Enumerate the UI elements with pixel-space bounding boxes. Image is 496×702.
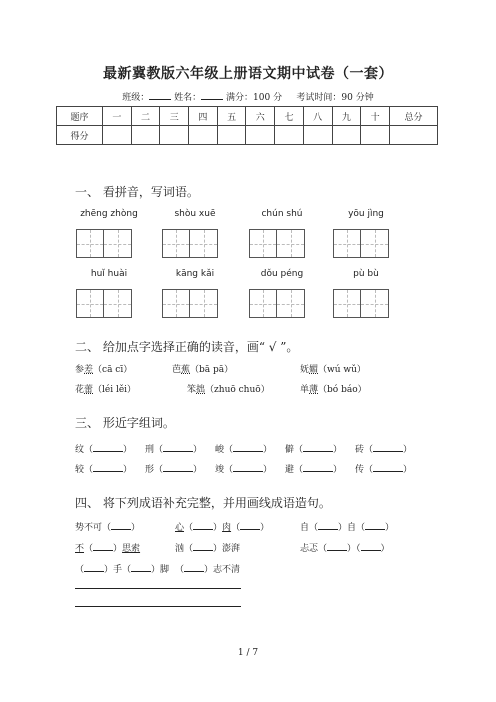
word-char: 竣: [215, 465, 225, 475]
reading-item: [300, 382, 367, 395]
dotted-char: 差: [84, 365, 94, 375]
idiom-text: 势不可（: [75, 523, 112, 533]
idiom-item: 自（ ）自（ ）: [300, 520, 394, 533]
item-char: 芭: [172, 365, 182, 375]
word-char: 传: [355, 465, 365, 475]
answer-blank[interactable]: [233, 442, 263, 452]
word-item: 僻（ ）: [285, 442, 342, 455]
score-header-cell: 九: [332, 107, 361, 126]
idiom-text: 自（: [300, 523, 319, 533]
answer-blank[interactable]: [303, 442, 333, 452]
reading-item: [172, 362, 233, 375]
dotted-char: 薄: [309, 385, 319, 395]
exam-info: [0, 90, 496, 103]
score-row-label: 得分: [57, 126, 103, 145]
answer-blank[interactable]: [163, 462, 193, 472]
score-header-cell: 十: [361, 107, 390, 126]
score-cell[interactable]: [160, 126, 189, 145]
item-char: 参: [75, 365, 85, 375]
writing-grid[interactable]: [162, 289, 218, 318]
reading-options[interactable]: （bó báo）: [318, 385, 367, 395]
section-1-heading: 一、 看拼音，写词语。: [75, 185, 199, 199]
sentence-answer-line[interactable]: [75, 588, 241, 589]
writing-grid[interactable]: [76, 229, 132, 258]
answer-blank[interactable]: [93, 541, 113, 551]
word-item: 传（ ）: [355, 462, 412, 475]
answer-blank[interactable]: [84, 562, 104, 572]
score-table-header-row: [57, 107, 438, 126]
writing-grid[interactable]: [333, 229, 389, 258]
pinyin-label: zhēng zhòng: [80, 209, 138, 219]
answer-blank[interactable]: [361, 541, 381, 551]
name-label: 姓名：: [174, 93, 202, 103]
idiom-text: ）自（: [338, 523, 366, 533]
dotted-char: 蕾: [84, 385, 94, 395]
score-cell[interactable]: [103, 126, 132, 145]
reading-options[interactable]: （wú wǔ）: [318, 365, 366, 375]
item-char: 妩: [300, 365, 310, 375]
word-char: 砖: [355, 445, 365, 455]
score-label: 满分：100 分: [226, 93, 283, 103]
score-cell[interactable]: [332, 126, 361, 145]
score-cell[interactable]: [303, 126, 332, 145]
idiom-item: （ ）手（ ）脚: [75, 562, 169, 575]
reading-item: [75, 362, 132, 375]
idiom-item: 不（ ）思索: [75, 541, 140, 554]
word-item: 纹（ ）: [75, 442, 132, 455]
score-cell[interactable]: [217, 126, 246, 145]
score-header-cell: 五: [217, 107, 246, 126]
score-header-cell: 八: [303, 107, 332, 126]
pinyin-label: huǐ huài: [90, 269, 128, 279]
item-char: 花: [75, 385, 85, 395]
section-3-heading: 三、 形近字组词。: [75, 416, 175, 430]
pinyin-label: kāng kǎi: [175, 269, 215, 279]
score-header-cell: 四: [189, 107, 218, 126]
answer-blank[interactable]: [193, 520, 213, 530]
score-cell[interactable]: [246, 126, 275, 145]
answer-blank[interactable]: [131, 562, 151, 572]
idiom-item: 心（ ）肉（ ）: [175, 520, 269, 533]
word-char: 僻: [285, 445, 295, 455]
word-item: 避（ ）: [285, 462, 342, 475]
idiom-text: 澎湃: [222, 544, 241, 554]
reading-item: [75, 382, 136, 395]
idiom-text: 汹（: [175, 544, 194, 554]
answer-blank[interactable]: [93, 442, 123, 452]
pinyin-label: dǒu péng: [260, 269, 304, 279]
answer-blank[interactable]: [193, 541, 213, 551]
score-cell[interactable]: [361, 126, 390, 145]
writing-grid[interactable]: [333, 289, 389, 318]
dotted-char: 蕉: [181, 365, 191, 375]
idiom-item: （ ）志不清: [175, 562, 240, 575]
idiom-text: 忐忑（: [300, 544, 328, 554]
score-header-cell: 二: [131, 107, 160, 126]
word-char: 刑: [145, 445, 155, 455]
reading-item: [300, 362, 366, 375]
idiom-text: 思索: [122, 544, 141, 554]
name-blank: [201, 90, 223, 100]
score-cell[interactable]: [275, 126, 304, 145]
word-item: 较（ ）: [75, 462, 132, 475]
pinyin-label: shòu xuē: [174, 209, 216, 219]
score-header-cell: 一: [103, 107, 132, 126]
dotted-char: 拙: [196, 385, 206, 395]
item-char: 单: [300, 385, 310, 395]
section-2-heading: 二、 给加点字选择正确的读音，画“ √ ”。: [75, 340, 299, 354]
word-char: 峻: [215, 445, 225, 455]
score-table: [56, 106, 438, 145]
answer-blank[interactable]: [327, 541, 347, 551]
idiom-text: 不: [75, 544, 85, 554]
score-cell[interactable]: [390, 126, 438, 145]
word-item: 砖（ ）: [355, 442, 412, 455]
writing-grid[interactable]: [76, 289, 132, 318]
word-char: 形: [145, 465, 155, 475]
idiom-text: 肉: [222, 523, 232, 533]
idiom-text: ）脚: [151, 565, 170, 575]
word-item: 形（ ）: [145, 462, 202, 475]
score-header-cell: 七: [275, 107, 304, 126]
section-4-heading: 四、 将下列成语补充完整，并用画线成语造句。: [75, 496, 331, 510]
answer-blank[interactable]: [373, 442, 403, 452]
score-table-score-row: [57, 126, 438, 145]
class-label: 班级：: [122, 93, 150, 103]
idiom-item: 势不可（ ）: [75, 520, 140, 533]
idiom-text: ）志不清: [204, 565, 241, 575]
answer-blank[interactable]: [365, 520, 385, 530]
sentence-answer-line[interactable]: [75, 606, 241, 607]
word-item: 竣（ ）: [215, 462, 272, 475]
writing-grid[interactable]: [249, 289, 305, 318]
score-header-cell: 六: [246, 107, 275, 126]
item-char: 笨: [187, 385, 197, 395]
answer-blank[interactable]: [318, 520, 338, 530]
idiom-text: 心: [175, 523, 185, 533]
word-char: 纹: [75, 445, 85, 455]
writing-grid[interactable]: [249, 229, 305, 258]
idiom-item: 汹（ ）澎湃: [175, 541, 240, 554]
answer-blank[interactable]: [184, 562, 204, 572]
reading-options[interactable]: （zhuō chuō）: [205, 385, 270, 395]
writing-grid[interactable]: [162, 229, 218, 258]
score-cell[interactable]: [189, 126, 218, 145]
pinyin-label: chún shú: [261, 209, 303, 219]
pinyin-label: yōu jìng: [348, 209, 384, 219]
answer-blank[interactable]: [111, 520, 131, 530]
reading-options[interactable]: （cā cī）: [93, 365, 133, 375]
reading-options[interactable]: （léi lěi）: [93, 385, 137, 395]
answer-blank[interactable]: [233, 462, 263, 472]
word-char: 较: [75, 465, 85, 475]
score-header-cell: 题序: [57, 107, 103, 126]
word-char: 避: [285, 465, 295, 475]
answer-blank[interactable]: [373, 462, 403, 472]
pinyin-label: pù bù: [353, 269, 379, 279]
answer-blank[interactable]: [240, 520, 260, 530]
word-item: 刑（ ）: [145, 442, 202, 455]
score-header-cell: 三: [160, 107, 189, 126]
idiom-item: 忐忑（ ）（ ）: [300, 541, 390, 554]
answer-blank[interactable]: [303, 462, 333, 472]
word-item: 峻（ ）: [215, 442, 272, 455]
score-cell[interactable]: [131, 126, 160, 145]
dotted-char: 媚: [309, 365, 319, 375]
score-header-cell: 总分: [390, 107, 438, 126]
answer-blank[interactable]: [163, 442, 193, 452]
answer-blank[interactable]: [93, 462, 123, 472]
page-number: 1 / 7: [237, 648, 259, 658]
class-blank: [149, 90, 171, 100]
idiom-text: ）手（: [104, 565, 132, 575]
reading-options[interactable]: （bā pā）: [190, 365, 234, 375]
exam-title: 最新冀教版六年级上册语文期中试卷（一套）: [103, 66, 393, 82]
reading-item: [187, 382, 270, 395]
time-label: 考试时间：90 分钟: [296, 93, 374, 103]
